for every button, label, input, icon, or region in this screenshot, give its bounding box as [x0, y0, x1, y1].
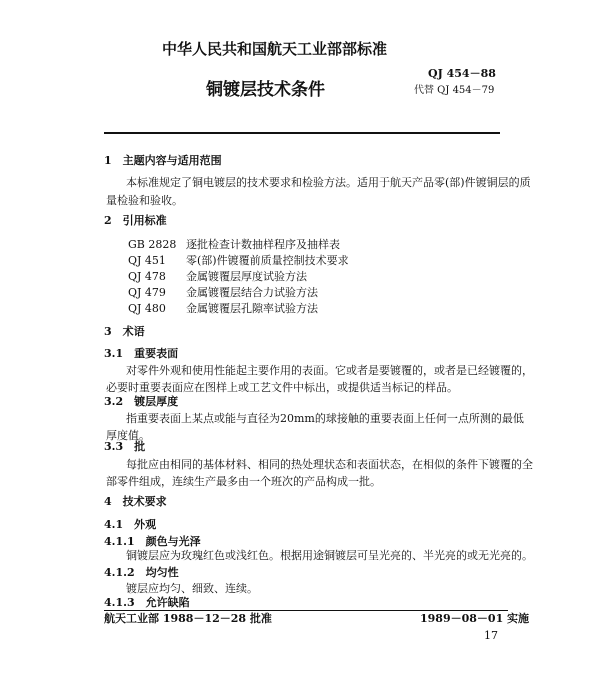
- section-3-1-text-line1: 对零件外观和使用性能起主要作用的表面。它或者是要镀覆的，或者是已经镀覆的，: [126, 364, 533, 377]
- section-3-2-text-line2: 厚度值。: [106, 429, 150, 442]
- section-4-1-1-heading: 4.1.1 颜色与光泽: [104, 535, 201, 548]
- footer-rule: [104, 610, 508, 611]
- section-2-heading: 2 引用标准: [104, 214, 167, 227]
- section-3-3-text-line1: 每批应由相同的基体材料、相同的热处理状态和表面状态，在相似的条件下镀覆的全: [126, 458, 533, 471]
- reference-code: QJ 480: [128, 302, 166, 315]
- ministry-standard-title: 中华人民共和国航天工业部部标准: [162, 40, 388, 58]
- page-number: 17: [484, 629, 498, 642]
- section-3-heading: 3 术语: [104, 325, 145, 338]
- reference-title: 金属镀覆层孔隙率试验方法: [186, 302, 318, 315]
- reference-title: 金属镀覆层厚度试验方法: [186, 270, 307, 283]
- reference-title: 零(部)件镀覆前质量控制技术要求: [186, 254, 349, 267]
- section-3-2-heading: 3.2 镀层厚度: [104, 395, 179, 408]
- section-3-1-text-line2: 必要时重要表面应在图样上或工艺文件中标出，或提供适当标记的样品。: [106, 381, 458, 394]
- effective-date: 1989－08－01 实施: [420, 612, 530, 625]
- section-4-1-2-text: 镀层应均匀、细致、连续。: [126, 582, 258, 595]
- header-rule: [104, 132, 500, 134]
- reference-code: QJ 478: [128, 270, 166, 283]
- document-title: 铜镀层技术条件: [206, 80, 325, 100]
- section-1-text-line2: 量检验和验收。: [106, 194, 183, 207]
- section-3-3-heading: 3.3 批: [104, 440, 146, 453]
- reference-code: GB 2828: [128, 238, 177, 251]
- section-4-1-3-heading: 4.1.3 允许缺陷: [104, 596, 190, 609]
- reference-code: QJ 451: [128, 254, 166, 267]
- reference-title: 金属镀覆层结合力试验方法: [186, 286, 318, 299]
- section-3-2-text-line1: 指重要表面上某点或能与直径为20mm的球接触的重要表面上任何一点所测的最低: [126, 412, 524, 425]
- section-1-heading: 1 主题内容与适用范围: [104, 154, 222, 167]
- section-4-heading: 4 技术要求: [104, 495, 167, 508]
- section-3-3-text-line2: 部零件组成，连续生产最多由一个班次的产品构成一批。: [106, 475, 381, 488]
- standard-number: QJ 454－88: [428, 67, 496, 80]
- approval-date: 航天工业部 1988－12－28 批准: [104, 612, 272, 625]
- section-4-1-heading: 4.1 外观: [104, 518, 157, 531]
- section-4-1-2-heading: 4.1.2 均匀性: [104, 566, 179, 579]
- reference-code: QJ 479: [128, 286, 166, 299]
- reference-title: 逐批检查计数抽样程序及抽样表: [186, 238, 340, 251]
- section-3-1-heading: 3.1 重要表面: [104, 347, 179, 360]
- replaces-standard: 代替 QJ 454－79: [414, 85, 495, 96]
- section-4-1-1-text: 铜镀层应为玫瑰红色或浅红色。根据用途铜镀层可呈光亮的、半光亮的或无光亮的。: [126, 549, 533, 562]
- section-1-text-line1: 本标准规定了铜电镀层的技术要求和检验方法。适用于航天产品零(部)件镀铜层的质: [126, 176, 531, 189]
